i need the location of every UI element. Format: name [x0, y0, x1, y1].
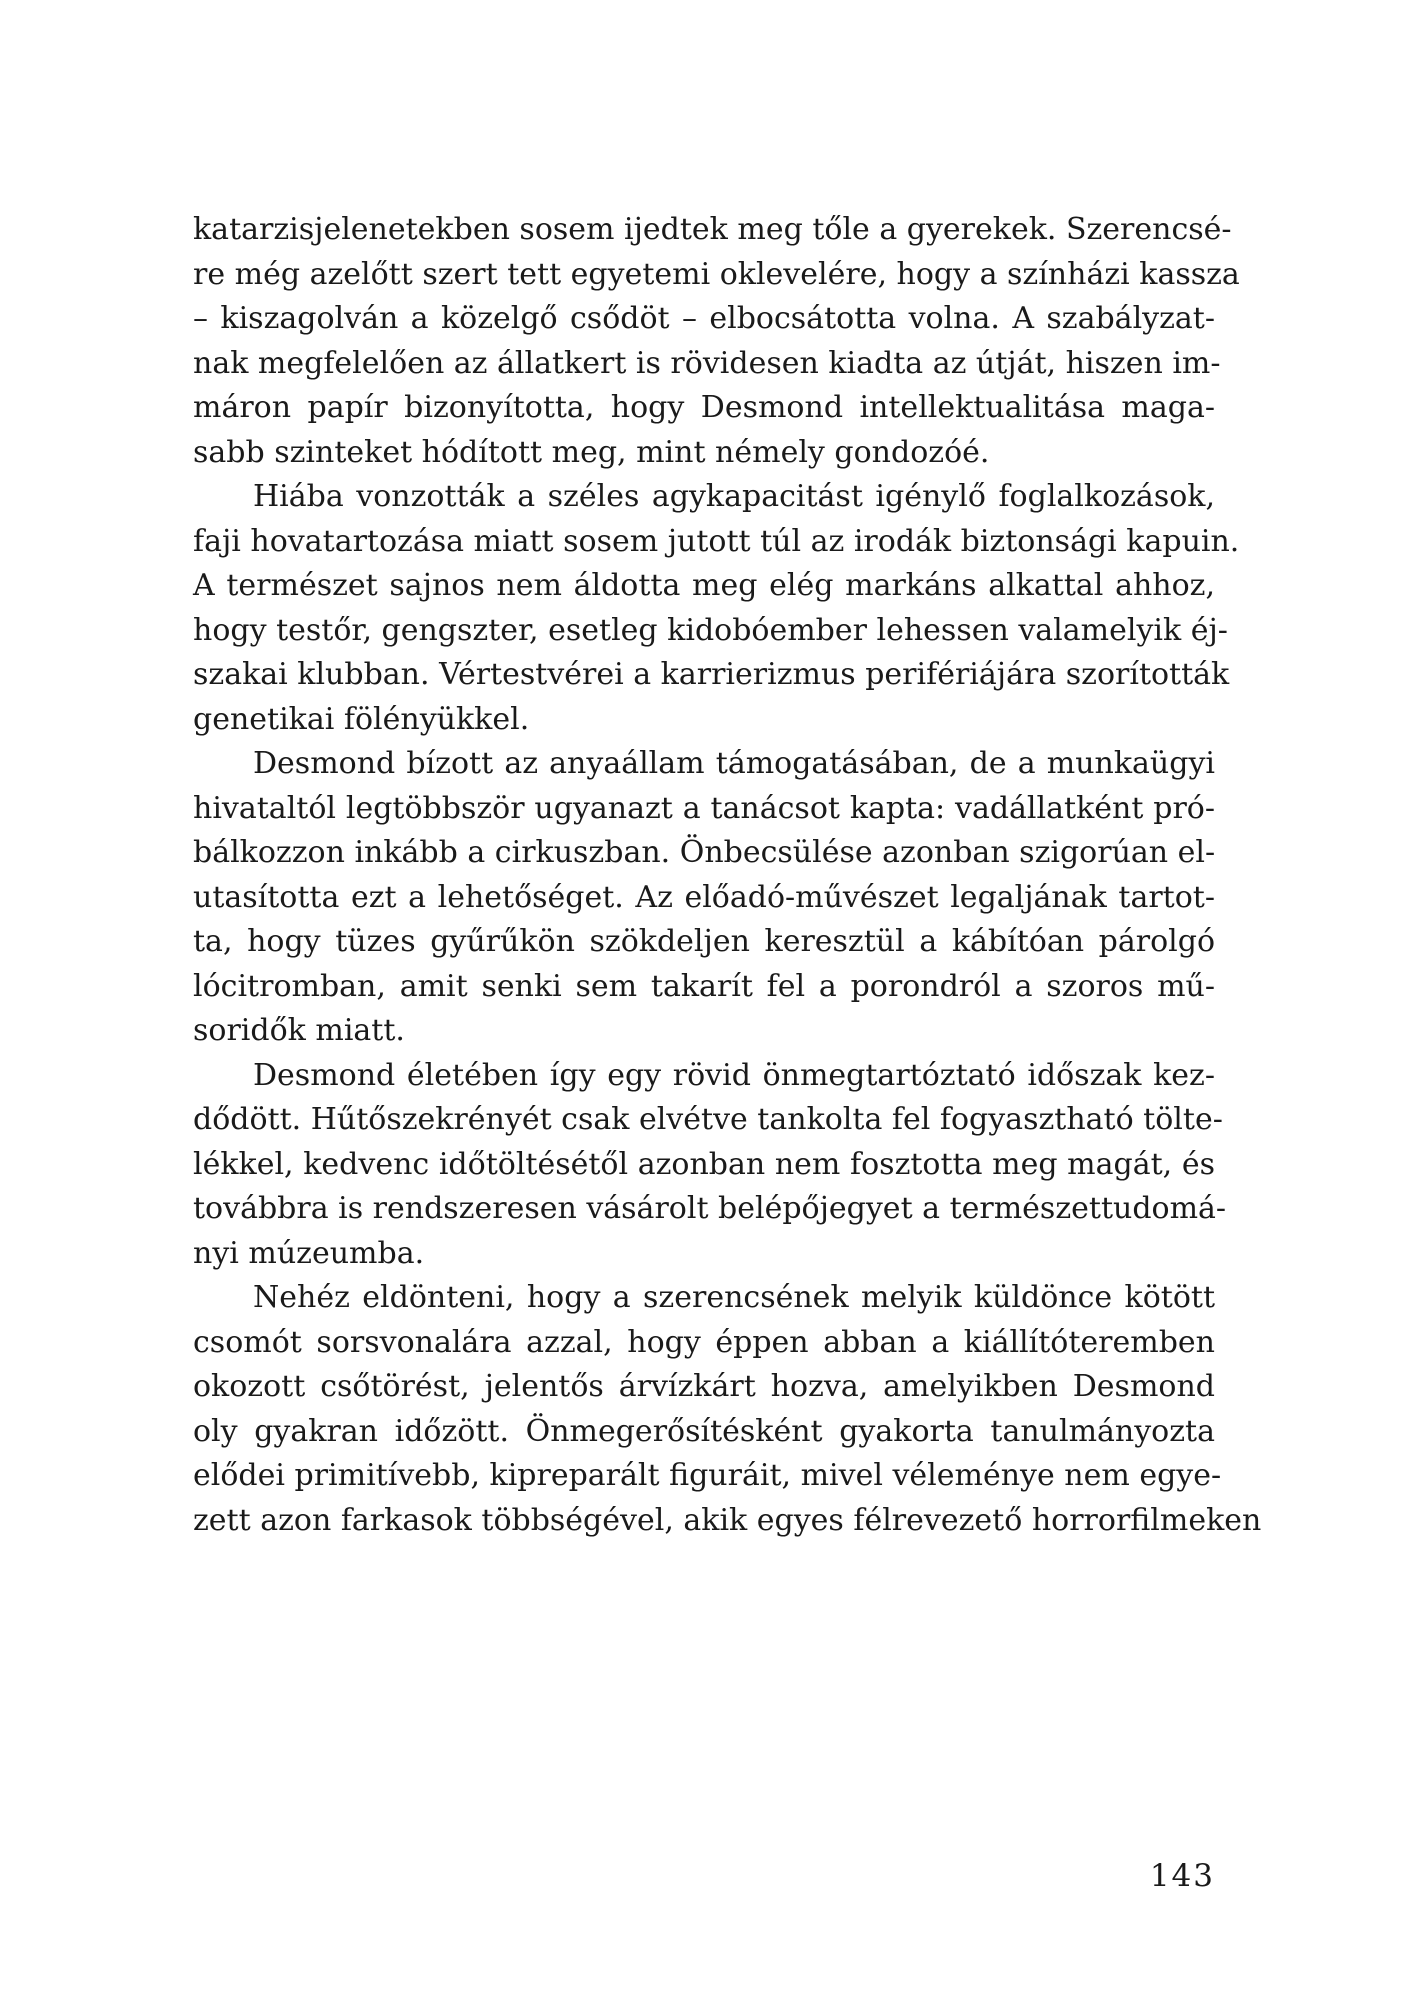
body-text	[193, 208, 1262, 1543]
text-line: továbbra is rendszeresen vásárolt belépőjegyet a természettudomá-	[193, 1191, 1227, 1226]
text-line: csomót sorsvonalára azzal, hogy éppen abban a kiállítóteremben	[193, 1324, 1215, 1360]
paragraph-4	[193, 1054, 1227, 1277]
paragraph-3	[193, 742, 1215, 1054]
text-line: re még azelőtt szert tett egyetemi oklevelére, hogy a színházi kassza	[193, 256, 1240, 292]
text-line: ta, hogy tüzes gyűrűkön szökdeljen keresztül a kábítóan párolgó	[193, 924, 1215, 959]
text-line: utasította ezt a lehetőséget. Az előadó-művészet legaljának tartot-	[193, 879, 1215, 915]
paragraph-1	[193, 208, 1240, 475]
text-line: nak megfelelően az állatkert is rövidesen kiadta az útját, hiszen im-	[193, 345, 1221, 381]
text-line: Hiába vonzották a széles agykapacitást igénylő foglalkozások,	[253, 479, 1215, 514]
text-line: okozott csőtörést, jelentős árvízkárt hozva, amelyikben Desmond	[193, 1369, 1215, 1404]
text-line: nyi múzeumba.	[193, 1235, 425, 1271]
text-line: szakai klubban. Vértestvérei a karrierizmus perifériájára szorították	[193, 657, 1230, 692]
text-line: máron papír bizonyította, hogy Desmond intellektualitása maga-	[193, 390, 1215, 425]
text-line: hogy testőr, gengszter, esetleg kidobóember lehessen valamelyik éj-	[193, 612, 1228, 648]
text-line: sabb szinteket hódított meg, mint némely gondozóé.	[193, 434, 990, 470]
paragraph-2	[193, 475, 1240, 742]
text-line: Desmond bízott az anyaállam támogatásában, de a munkaügyi	[253, 746, 1215, 781]
text-line: bálkozzon inkább a cirkuszban. Önbecsülése azonban szigorúan el-	[193, 835, 1216, 870]
text-line: zett azon farkasok többségével, akik egyes félrevezető horrorfilmeken	[193, 1502, 1262, 1538]
paragraph-5	[193, 1276, 1262, 1543]
text-line: genetikai fölényükkel.	[193, 701, 530, 737]
text-line: hivataltól legtöbbször ugyanazt a tanácsot kapta: vadállatként pró-	[193, 790, 1215, 826]
text-line: – kiszagolván a közelgő csődöt – elbocsátotta volna. A szabályzat-	[193, 301, 1215, 336]
text-line: dődött. Hűtőszekrényét csak elvétve tankolta fel fogyasztható tölte-	[193, 1102, 1223, 1137]
text-line: lócitromban, amit senki sem takarít fel a porondról a szoros mű-	[193, 968, 1215, 1004]
text-line: lékkel, kedvenc időtöltésétől azonban nem fosztotta meg magát, és	[193, 1146, 1215, 1182]
text-line: soridők miatt.	[193, 1013, 405, 1048]
text-line: Desmond életében így egy rövid önmegtartóztató időszak kez-	[253, 1057, 1215, 1093]
text-line: katarzisjelenetekben sosem ijedtek meg tőle a gyerekek. Szerencsé-	[193, 212, 1232, 247]
page-number: 143	[1149, 1858, 1215, 1894]
text-line: Nehéz eldönteni, hogy a szerencsének melyik küldönce kötött	[253, 1280, 1215, 1315]
text-line: A természet sajnos nem áldotta meg elég markáns alkattal ahhoz,	[193, 568, 1215, 603]
text-line: oly gyakran időzött. Önmegerősítésként gyakorta tanulmányozta	[193, 1413, 1215, 1449]
text-line: faji hovatartozása miatt sosem jutott túl az irodák biztonsági kapuin.	[193, 523, 1240, 559]
text-line: elődei primitívebb, kipreparált figuráit, mivel véleménye nem egye-	[193, 1458, 1222, 1493]
